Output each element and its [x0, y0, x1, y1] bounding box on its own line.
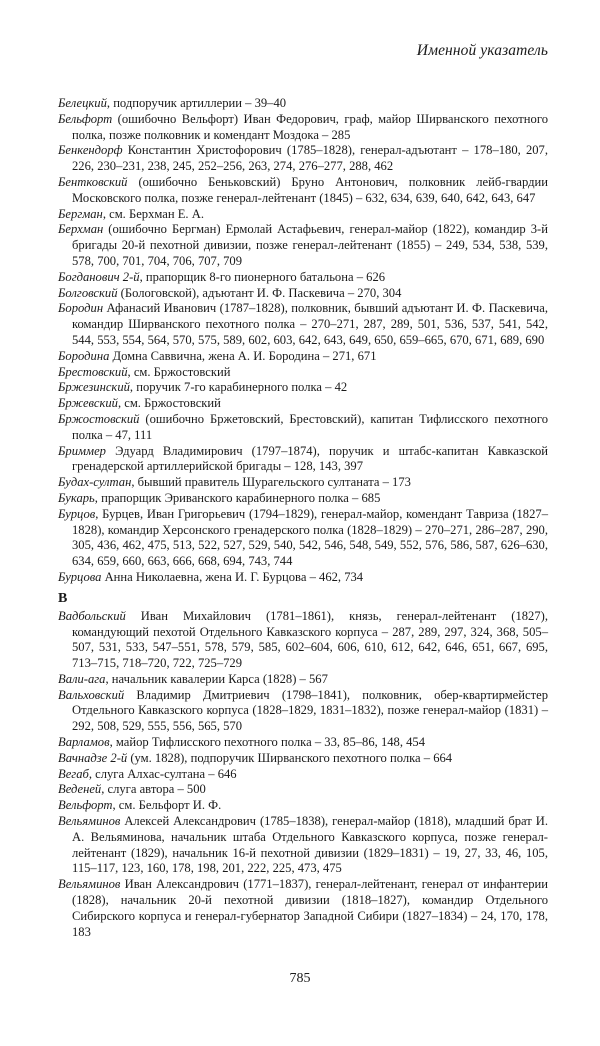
- index-entry: [58, 143, 548, 175]
- name-index: [58, 96, 548, 940]
- entry-text: , начальник кавалерии Карса (1828) – 567: [105, 671, 328, 686]
- entry-text: (ошибочно Беньковский) Бруно Антонович, полковник лейб-гвардии Московского полка, позже генерал-лейтенант (1845) – 632, 634, 639, 640, 642, 643, 647: [72, 174, 548, 205]
- index-entry: [58, 688, 548, 735]
- entry-text: , см. Бржостовский: [127, 364, 231, 379]
- index-entry: [58, 570, 548, 586]
- running-header: Именной указатель: [416, 42, 548, 59]
- entry-text: , см. Бржостовский: [117, 396, 221, 411]
- index-entry: [58, 301, 548, 348]
- entry-name: Бржостовский: [58, 411, 140, 426]
- entry-text: , прапорщик 8-го пионерного батальона – 626: [139, 269, 386, 284]
- entry-text: Домна Саввична, жена А. И. Бородина – 271, 671: [109, 348, 377, 363]
- entry-name: Вельяминов: [58, 814, 121, 829]
- entry-text: , подпоручик артиллерии – 39–40: [106, 96, 287, 110]
- entry-name: Бельфорт: [58, 111, 113, 126]
- entry-name: Букарь: [58, 490, 95, 505]
- index-entry: [58, 507, 548, 570]
- entry-name: Будах-султан: [58, 475, 132, 490]
- index-entry: [58, 782, 548, 798]
- entry-text: Иван Александрович (1771–1837), генерал-лейтенант, генерал от инфантерии (1828), начальник 20-й пехотной дивизии (1818–1827), командир Отдельного Сибирского корпуса и генерал-губернатор Западной Сибири (1827–1834) – 24, 170, 178, 183: [72, 877, 548, 939]
- index-entry: [58, 175, 548, 207]
- index-entry: [58, 672, 548, 688]
- entry-name: Бергман: [58, 206, 103, 221]
- entry-name: Варламов: [58, 735, 110, 750]
- entry-name: Бржевский: [58, 396, 118, 411]
- entry-name: Бенкендорф: [58, 143, 123, 158]
- entry-name: Бородин: [58, 301, 104, 316]
- index-entry: [58, 270, 548, 286]
- entry-name: Бородина: [58, 348, 110, 363]
- index-entry: [58, 475, 548, 491]
- entry-name: Вачнадзе 2-й: [58, 750, 128, 765]
- entry-name: Берхман: [58, 222, 104, 237]
- entry-text: , см. Берхман Е. А.: [102, 206, 204, 221]
- entry-name: Белецкий: [58, 96, 107, 110]
- index-entry: [58, 222, 548, 269]
- entry-name: Бурцов: [58, 506, 96, 521]
- entry-text: Алексей Александрович (1785–1838), генерал-майор (1818), младший брат И. А. Вельяминова, начальник штаба Отдельного Кавказского корпуса, позже генерал-лейтенант (1829), начальник 16-й пехотной дивизии (1829–1831) – 19, 27, 33, 46, 105, 115–117, 123, 160, 178, 198, 201, 222, 225, 473, 475: [72, 814, 548, 876]
- entry-text: , см. Бельфорт И. Ф.: [112, 798, 222, 813]
- entry-name: Болговский: [58, 285, 118, 300]
- entry-name: Вегаб: [58, 766, 89, 781]
- entry-text: , слуга Алхас-султана – 646: [88, 766, 237, 781]
- entry-text: Анна Николаевна, жена И. Г. Бурцова – 462, 734: [101, 569, 364, 584]
- entry-name: Вадбольский: [58, 608, 126, 623]
- entry-name: Вельяминов: [58, 877, 121, 892]
- index-entry: [58, 380, 548, 396]
- entry-name: Богданович 2-й: [58, 269, 140, 284]
- entry-name: Веденей: [58, 782, 102, 797]
- index-entry: [58, 444, 548, 476]
- index-entry: [58, 349, 548, 365]
- entry-text: Владимир Дмитриевич (1798–1841), полковник, обер-квартирмейстер Отдельного Кавказского корпуса (1828–1829, 1831–1832), позже генерал-майор (1831) – 292, 508, 529, 555, 556, 565, 570: [72, 687, 548, 734]
- index-entry: [58, 96, 548, 112]
- section-letter: В: [58, 590, 68, 606]
- entry-text: (ум. 1828), подпоручик Ширванского пехотного полка – 664: [127, 750, 453, 765]
- index-entry: [58, 877, 548, 940]
- index-entry: [58, 798, 548, 814]
- index-entry: [58, 735, 548, 751]
- entry-name: Вали-ага: [58, 671, 106, 686]
- entry-text: (ошибочно Вельфорт) Иван Федорович, граф, майор Ширванского пехотного полка, позже полковник и комендант Моздока – 285: [72, 111, 548, 142]
- entry-text: , слуга автора – 500: [101, 782, 206, 797]
- index-entry: [58, 814, 548, 877]
- index-entry: [58, 286, 548, 302]
- index-entry: [58, 491, 548, 507]
- entry-text: , поручик 7-го карабинерного полка – 42: [129, 380, 348, 395]
- entry-text: , майор Тифлисского пехотного полка – 33, 85–86, 148, 454: [109, 735, 426, 750]
- entry-name: Бржезинский: [58, 380, 130, 395]
- entry-text: Афанасий Иванович (1787–1828), полковник, бывший адъютант И. Ф. Паскевича, командир Ширванского пехотного полка – 270–271, 287, 289, 501, 536, 537, 541, 542, 544, 553, 554, 564, 570, 575, 589, 602, 603, 642, 643, 649, 650, 659–665, 670, 671, 689, 690: [72, 301, 548, 347]
- index-entry: [58, 767, 548, 783]
- entry-text: , бывший правитель Шурагельского султаната – 173: [131, 475, 411, 490]
- index-entry: [58, 751, 548, 767]
- entry-name: Вельфорт: [58, 798, 113, 813]
- entry-text: Константин Христофорович (1785–1828), генерал-адъютант – 178–180, 207, 226, 230–231, 238, 245, 252–256, 263, 274, 276–277, 288, 462: [72, 143, 548, 174]
- entry-text: (ошибочно Бржетовский, Брестовский), капитан Тифлисского пехотного полка – 47, 111: [72, 411, 548, 442]
- index-entry: [58, 412, 548, 444]
- entry-text: , Бурцев, Иван Григорьевич (1794–1829), генерал-майор, комендант Тавриза (1827–1828), командир Херсонского гренадерского полка (1828–1829) – 270–271, 286–287, 290, 305, 436, 462, 475, 513, 522, 527, 529, 540, 542, 546, 548, 549, 552, 576, 586, 587, 626–630, 634, 659, 660, 663, 666, 668, 694, 743, 744: [72, 506, 548, 569]
- entry-name: Брестовский: [58, 364, 128, 379]
- entry-name: Бурцова: [58, 569, 102, 584]
- index-entry: [58, 396, 548, 412]
- index-entry: [58, 207, 548, 223]
- index-entry: [58, 112, 548, 144]
- entry-name: Вальховский: [58, 687, 125, 702]
- entry-text: (ошибочно Бергман) Ермолай Астафьевич, генерал-майор (1822), командир 3-й бригады 20-й пехотной дивизии, позже генерал-лейтенант (1855) – 249, 534, 538, 539, 578, 700, 701, 704, 706, 707, 709: [72, 222, 548, 268]
- entry-text: , прапорщик Эриванского карабинерного полка – 685: [94, 490, 381, 505]
- entry-text: (Бологовской), адъютант И. Ф. Паскевича – 270, 304: [117, 285, 402, 300]
- entry-text: Иван Михайлович (1781–1861), князь, генерал-лейтенант (1827), командующий пехотой Отдельного Кавказского корпуса – 287, 289, 297, 324, 368, 505–507, 531, 533, 547–551, 578, 579, 585, 602–604, 606, 610, 612, 642, 646, 651, 667, 695, 713–715, 718–720, 722, 725–729: [72, 608, 548, 671]
- entry-text: Эдуард Владимирович (1797–1874), поручик и штабс-капитан Кавказской гренадерской артиллерийской бригады – 128, 143, 397: [72, 443, 548, 474]
- entry-name: Бентковский: [58, 174, 128, 189]
- entry-name: Бриммер: [58, 443, 106, 458]
- index-entry: [58, 609, 548, 672]
- page-number: 785: [289, 971, 311, 986]
- index-entry: [58, 365, 548, 381]
